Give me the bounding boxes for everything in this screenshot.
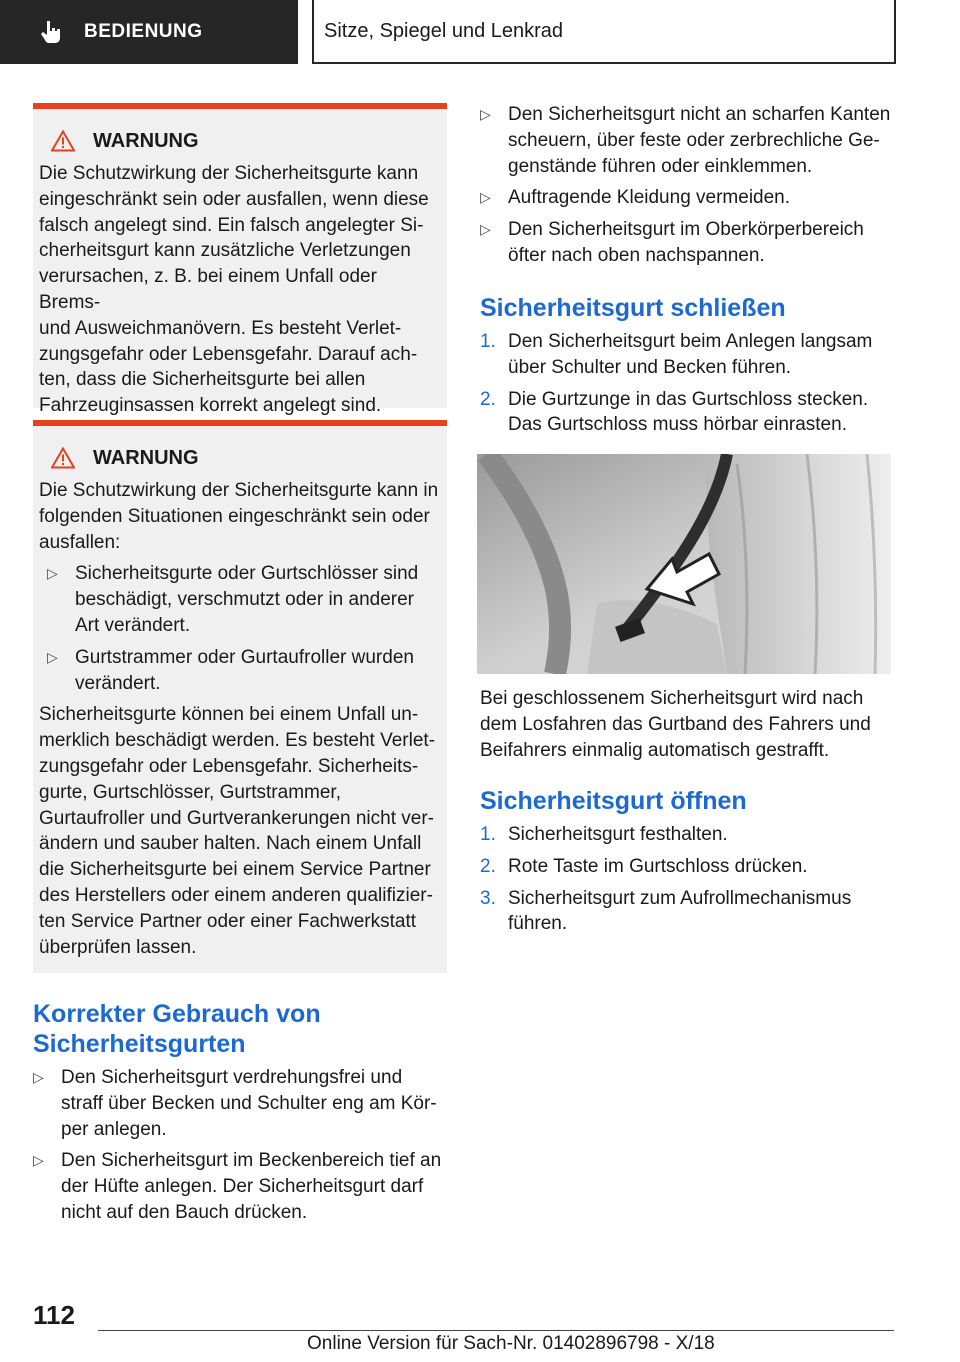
list-item: ▷ Auftragende Kleidung vermeiden.: [480, 185, 900, 211]
online-version-note: Online Version für Sach-Nr. 01402896798 - X/18: [307, 1333, 715, 1354]
warning-box-2: [33, 420, 447, 973]
section-title: Sitze, Spiegel und Lenkrad: [312, 0, 896, 64]
list-item: ▷ Sicherheitsgurte oder Gurtschlösser sind beschädigt, verschmutzt oder in anderer Art verändert.: [47, 561, 439, 638]
list-item: ▷ Den Sicherheitsgurt verdrehungsfrei und straff über Becken und Schulter eng am Kör- per anlegen.: [33, 1065, 447, 1142]
warning-box-1: [33, 103, 447, 417]
warning-triangle-icon: [51, 130, 75, 152]
triangle-bullet-icon: ▷: [480, 221, 491, 238]
list-item: ▷ Den Sicherheitsgurt im Beckenbereich tief an der Hüfte anlegen. Der Sicherheitsgurt darf nicht auf den Bauch drücken.: [33, 1148, 447, 1225]
seatbelt-buckle-photo: [477, 454, 891, 674]
list-item: ▷ Den Sicherheitsgurt im Oberkörperbereich öfter nach oben nachspannen.: [480, 217, 900, 269]
page-number: 112: [33, 1300, 75, 1330]
list-item: 2. Die Gurtzunge in das Gurtschloss stecken. Das Gurtschloss muss hörbar einrasten.: [480, 388, 869, 436]
section-heading: Sicherheitsgurt schließen: [480, 294, 786, 322]
triangle-bullet-icon: ▷: [33, 1069, 44, 1085]
list-item: 3. Sicherheitsgurt zum Aufrollmechanismus führen.: [480, 887, 852, 935]
list-item: 1. Sicherheitsgurt festhalten.: [480, 824, 728, 845]
warning-body: Sicherheitsgurte können bei einem Unfall un- merklich beschädigt werden. Es besteht Verlet- zungsgefahr oder Lebensgefahr. Sicherheits- gurte, Gurtschlösser, Gurtstrammer, Gurtaufroller und Gurtverankerungen nicht ver- ändern und sauber halten. Nach einem Unfall die Sicherheitsgurte bei einem Service Partner des Herstellers oder einem anderen qualifizier- ten Service Partner oder einer Fachwerkstatt überprüfen lassen.: [39, 704, 436, 958]
warning-title: WARNUNG: [93, 446, 199, 469]
belt-caption: Bei geschlossenem Sicherheitsgurt wird nach dem Losfahren das Gurtband des Fahrers und Beifahrers einmalig automatisch gestrafft.: [480, 688, 871, 761]
triangle-bullet-icon: ▷: [47, 565, 58, 582]
close-belt-section: [480, 293, 900, 438]
warning-triangle-icon: [51, 447, 75, 469]
warning-intro: Die Schutzwirkung der Sicherheitsgurte kann in folgenden Situationen eingeschränkt sein oder ausfallen:: [39, 480, 439, 553]
warning-text: Die Schutzwirkung der Sicherheitsgurte kann eingeschränkt sein oder ausfallen, wenn diese falsch angelegt sind. Ein falsch angelegter Si- cherheitsgurt kann zusätzliche Verletzungen verursachen, z. B. bei einem Unfall oder Brems- und Ausweichmanövern. Es besteht Verlet- zungsgefahr oder Lebensgefahr. Darauf ach- ten, dass die Sicherheitsgurte bei allen Fahrzeuginsassen korrekt angelegt sind.: [39, 163, 429, 417]
triangle-bullet-icon: ▷: [480, 106, 491, 122]
list-item: 1. Den Sicherheitsgurt beim Anlegen langsam über Schulter und Becken führen.: [480, 331, 873, 378]
header-tab: [0, 0, 298, 64]
right-bullets: [480, 102, 900, 269]
header-tab-label: BEDIENUNG: [84, 21, 203, 42]
footer-divider: [98, 1330, 894, 1331]
list-item: ▷ Den Sicherheitsgurt nicht an scharfen Kanten scheuern, über feste oder zerbrechliche Ge- genstände führen oder einklemmen.: [480, 102, 900, 179]
triangle-bullet-icon: ▷: [33, 1152, 44, 1169]
hand-pointer-icon: [38, 19, 64, 45]
list-item: ▷ Gurtstrammer oder Gurtaufroller wurden verändert.: [47, 645, 439, 697]
correct-use-section: [33, 999, 447, 1226]
section-heading: Sicherheitsgurt öffnen: [480, 787, 747, 815]
triangle-bullet-icon: ▷: [47, 648, 58, 665]
open-belt-section: [480, 786, 900, 937]
section-heading: Korrekter Gebrauch von Sicherheitsgurten: [33, 1000, 321, 1058]
warning-title: WARNUNG: [93, 129, 199, 152]
list-item: 2. Rote Taste im Gurtschloss drücken.: [480, 855, 808, 877]
triangle-bullet-icon: ▷: [480, 189, 491, 206]
